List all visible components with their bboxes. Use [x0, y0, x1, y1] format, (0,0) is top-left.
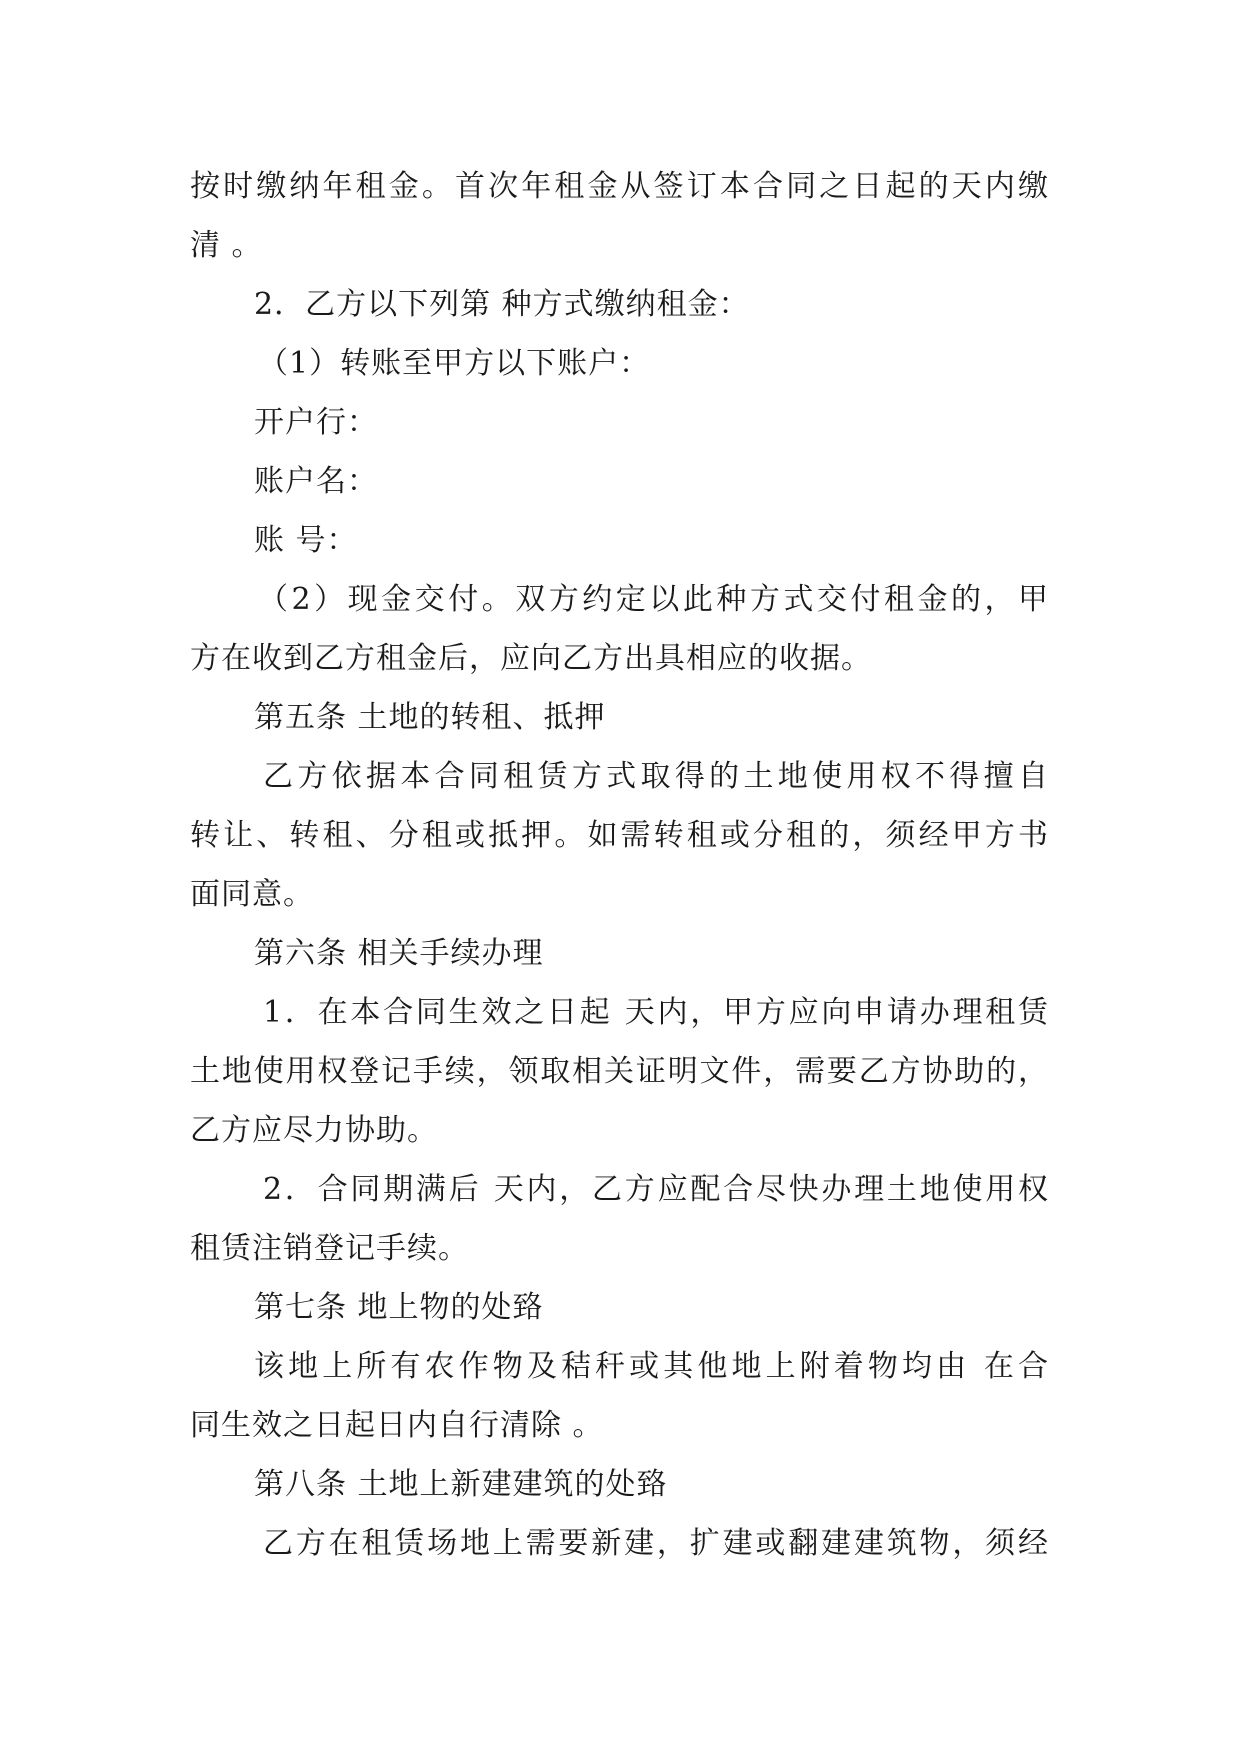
text-line-24: 乙方在租赁场地上需要新建，扩建或翻建建筑物，须经 — [263, 1526, 1048, 1561]
text-line-9: 方在收到乙方租金后，应向乙方出具相应的收据。 — [190, 641, 872, 676]
text-line-3: 2．乙方以下列第 种方式缴纳租金： — [254, 287, 750, 322]
text-line-12: 转让、转租、分租或抵押。如需转租或分租的，须经甲方书 — [190, 818, 1048, 853]
text-line-2: 清 。 — [190, 228, 263, 263]
text-line-4: （1）转账至甲方以下账户： — [258, 346, 651, 381]
text-line-15: 1．在本合同生效之日起 天内，甲方应向申请办理租赁 — [263, 995, 1048, 1030]
text-line-22: 同生效之日起日内自行清除 。 — [190, 1408, 604, 1443]
text-line-16: 土地使用权登记手续，领取相关证明文件，需要乙方协助的， — [190, 1054, 1048, 1089]
text-line-18: 2．合同期满后 天内，乙方应配合尽快办理土地使用权 — [263, 1172, 1048, 1207]
section-heading-5: 第五条 土地的转租、抵押 — [254, 700, 606, 735]
text-line-13: 面同意。 — [190, 877, 314, 912]
section-heading-6: 第六条 相关手续办理 — [254, 936, 544, 971]
text-line-17: 乙方应尽力协助。 — [190, 1113, 438, 1148]
text-line-21: 该地上所有农作物及秸秆或其他地上附着物均由 在合 — [254, 1349, 1048, 1384]
text-line-1: 按时缴纳年租金。首次年租金从签订本合同之日起的天内缴 — [190, 169, 1048, 204]
section-heading-7: 第七条 地上物的处臵 — [254, 1290, 544, 1325]
text-line-19: 租赁注销登记手续。 — [190, 1231, 469, 1266]
text-line-6: 账户名： — [254, 464, 378, 499]
section-heading-8: 第八条 土地上新建建筑的处臵 — [254, 1467, 668, 1502]
text-line-11: 乙方依据本合同租赁方式取得的土地使用权不得擅自 — [263, 759, 1048, 794]
text-line-5: 开户行： — [254, 405, 378, 440]
text-line-8: （2）现金交付。双方约定以此种方式交付租金的，甲 — [258, 582, 1048, 617]
text-line-7: 账 号： — [254, 523, 358, 558]
